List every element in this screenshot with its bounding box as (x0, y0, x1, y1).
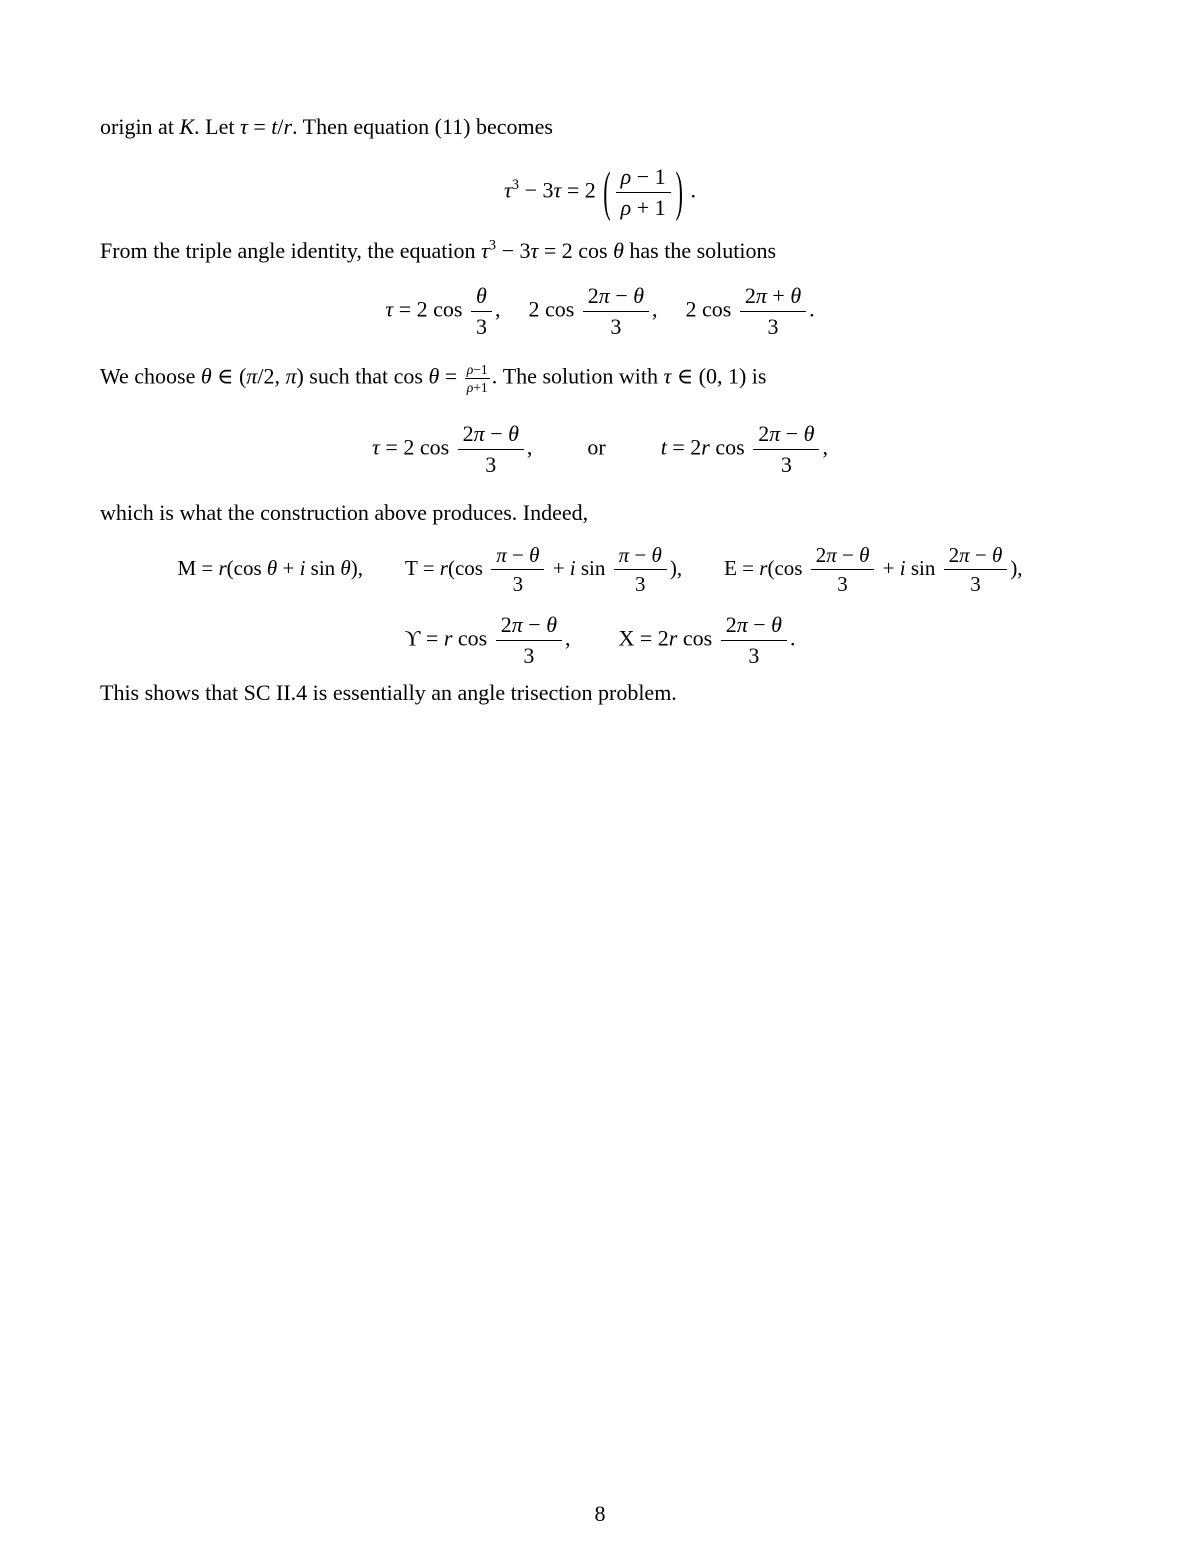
math-variable: t (660, 434, 667, 460)
fraction-denominator (740, 312, 806, 340)
text-token: sin (905, 555, 941, 580)
fraction-numerator (944, 543, 1008, 571)
math-variable: π (246, 363, 258, 389)
math-variable: r (759, 555, 768, 580)
fraction (740, 283, 806, 340)
math-variable: θ (428, 363, 440, 389)
math-variable: τ (239, 114, 248, 139)
fraction-denominator (471, 312, 492, 340)
math-variable: ρ (620, 194, 632, 220)
text-token: − (836, 542, 860, 567)
fraction-numerator (496, 612, 562, 641)
text-token: 3 (610, 313, 622, 339)
superscript: 3 (511, 176, 520, 193)
text-token: /2, (257, 363, 286, 389)
math-variable: τ (553, 177, 562, 203)
text-token: , (494, 296, 501, 322)
math-variable: θ (859, 542, 870, 567)
paragraph-construction-produces (100, 499, 1100, 526)
text-token: − 3 (519, 177, 554, 203)
text-token: 2 (587, 282, 599, 308)
text-token: 2 (815, 542, 827, 567)
text-token: ), (350, 555, 363, 580)
fraction (614, 543, 667, 598)
text-token: 3 (512, 572, 524, 597)
text-token: cos (452, 625, 493, 651)
fraction-numerator (753, 421, 819, 450)
equation-cubic-tau (100, 159, 1100, 223)
math-variable: τ (385, 296, 394, 322)
fraction-denominator (458, 450, 524, 478)
math-variable: τ (530, 237, 539, 263)
text-token: +1 (473, 379, 488, 395)
math-variable: θ (508, 420, 519, 446)
math-variable: θ (651, 542, 662, 567)
text-token: − (506, 542, 530, 567)
paragraph-origin-at-k (100, 113, 1100, 140)
text-token: 2 (948, 542, 960, 567)
math-gap (606, 453, 661, 454)
fraction-denominator (944, 570, 1008, 597)
math-variable: r (439, 555, 448, 580)
text-token: + (766, 282, 791, 308)
text-token: ), (1010, 555, 1023, 580)
text-token: 2 (758, 420, 770, 446)
text-token: This shows that SC II.4 is essentially an angle trisection problem. (100, 680, 677, 706)
paragraph-triple-angle-identity (100, 237, 1100, 264)
math-variable: r (218, 555, 227, 580)
math-variable: θ (340, 555, 351, 580)
text-token: cos (677, 625, 718, 651)
math-variable: r (283, 114, 293, 139)
paragraph-we-choose-theta (100, 362, 1100, 395)
math-variable: π (826, 542, 837, 567)
fraction-numerator (721, 612, 787, 641)
fraction-numerator (616, 164, 671, 193)
fraction-denominator (721, 641, 787, 669)
text-token: sin (575, 555, 611, 580)
equation-chosen-solution (100, 421, 1100, 478)
math-gap (363, 574, 405, 575)
text-token: = 2 (561, 177, 602, 203)
math-gap (571, 645, 619, 646)
text-token: 3 (634, 572, 646, 597)
math-variable: θ (803, 420, 815, 446)
fraction-denominator (616, 193, 671, 221)
text-token: , (822, 434, 828, 460)
math-variable: τ (663, 363, 672, 389)
text-token: ) such that cos (296, 363, 429, 389)
fraction (616, 164, 671, 221)
math-variable: τ (504, 177, 512, 203)
fraction-numerator (740, 283, 806, 312)
fraction (471, 283, 492, 340)
text-token: − (629, 542, 652, 567)
fraction-denominator (491, 570, 544, 597)
text-token: 2 cos (685, 296, 737, 322)
math-gap (532, 453, 587, 454)
math-variable: θ (546, 612, 557, 638)
math-variable: θ (771, 612, 782, 638)
fraction-numerator (583, 283, 649, 312)
equation-upsilon-x (100, 612, 1100, 669)
text-token: + 1 (631, 194, 666, 220)
text-token: ∈ ( (211, 363, 247, 389)
fraction-numerator (614, 543, 667, 571)
text-token: 3 (748, 643, 760, 669)
math-variable: θ (476, 282, 487, 308)
text-token: origin at (100, 114, 180, 139)
text-token: . (809, 296, 815, 322)
text-token: , (565, 625, 571, 651)
math-variable: θ (991, 542, 1003, 567)
text-token: . Then equation (11) becomes (292, 114, 553, 139)
math-variable: i (899, 555, 906, 580)
text-token: −1 (473, 361, 488, 377)
math-variable: r (668, 625, 678, 651)
text-token: ), (669, 555, 683, 580)
fraction-numerator (458, 421, 524, 450)
text-token: 2 cos (528, 296, 580, 322)
text-token: 2 (500, 612, 512, 638)
math-variable: i (569, 555, 576, 580)
text-token: − (747, 612, 772, 638)
text-token: (cos (226, 555, 267, 580)
text-token: 3 (767, 313, 779, 339)
math-variable: θ (200, 363, 212, 389)
text-token: 3 (780, 451, 792, 477)
text-token: 2 (744, 282, 756, 308)
text-token: (cos (447, 555, 489, 580)
math-variable: ρ (620, 164, 632, 189)
text-token: 3 (837, 572, 848, 597)
fraction (811, 543, 875, 598)
text-token: . (684, 177, 696, 203)
math-variable: π (618, 542, 630, 567)
text-token: − (484, 420, 509, 446)
fraction-numerator (811, 543, 875, 571)
text-token: 3 (485, 451, 497, 477)
fraction-denominator (614, 570, 667, 597)
math-variable: θ (613, 237, 624, 263)
text-token: has the solutions (623, 237, 777, 263)
math-variable: r (701, 434, 710, 460)
math-variable: π (755, 282, 767, 308)
text-token: − (609, 282, 634, 308)
text-token: + (547, 555, 570, 580)
text-token: , (526, 434, 533, 460)
math-variable: θ (790, 282, 802, 308)
fraction-denominator (583, 312, 649, 340)
fraction-numerator (491, 543, 544, 571)
math-variable: t (271, 114, 278, 139)
math-gap (500, 315, 528, 316)
math-variable: r (443, 625, 453, 651)
math-variable: π (285, 363, 297, 389)
text-token: cos (709, 434, 751, 460)
text-token: 3 (970, 572, 981, 597)
text-token: − (522, 612, 547, 638)
text-token: 3 (523, 643, 535, 669)
text-token: (cos (767, 555, 808, 580)
text-token: = 2 cos (538, 237, 614, 263)
math-variable: π (769, 420, 781, 446)
math-variable: K (179, 114, 195, 139)
text-token: 3 (475, 313, 487, 339)
equation-points-m-t-e (100, 543, 1100, 598)
math-variable: i (299, 555, 306, 580)
text-token: − (969, 542, 992, 567)
paragraph-conclusion (100, 679, 1100, 706)
fraction-denominator (496, 641, 562, 669)
math-variable: θ (529, 542, 540, 567)
page-number: 8 (594, 1501, 606, 1526)
text-token: . (789, 625, 796, 651)
fraction (721, 612, 787, 669)
text-token: = (439, 363, 463, 389)
math-gap (658, 315, 686, 316)
math-variable: π (473, 420, 485, 446)
text-token: / (277, 114, 284, 139)
text-token: T = (405, 555, 440, 580)
big-paren: ) (675, 159, 683, 223)
fraction-denominator (811, 570, 875, 597)
math-variable: π (736, 612, 748, 638)
math-gap (682, 574, 724, 575)
math-variable: π (959, 542, 970, 567)
text-token: ϒ = (404, 625, 444, 651)
equation-three-solutions (100, 283, 1100, 340)
text-token: = 2 (666, 434, 702, 460)
text-token: − 1 (631, 164, 666, 189)
fraction (491, 543, 544, 598)
math-variable: π (598, 282, 610, 308)
big-paren: ( (603, 159, 611, 223)
text-token: or (587, 434, 606, 460)
text-token: , (652, 296, 658, 322)
text-token: From the triple angle identity, the equation (100, 237, 482, 263)
text-token: which is what the construction above produces. Indeed, (100, 499, 589, 525)
text-token: . The solution with (491, 363, 664, 389)
math-variable: ρ (466, 361, 474, 377)
fraction-denominator (465, 379, 490, 395)
text-token: . Let (194, 114, 240, 139)
fraction-numerator (465, 362, 490, 379)
fraction-denominator (753, 450, 819, 478)
math-variable: τ (372, 434, 380, 460)
text-token: X = 2 (618, 625, 669, 651)
text-token: = (247, 114, 272, 139)
fraction (944, 543, 1008, 598)
text-token: + (877, 555, 900, 580)
text-token: sin (305, 555, 341, 580)
text-token: − (780, 420, 804, 446)
superscript: 3 (488, 237, 497, 254)
fraction (465, 362, 490, 395)
text-token: ∈ (0, 1) is (671, 363, 767, 389)
text-token: 2 (725, 612, 737, 638)
math-variable: π (511, 612, 523, 638)
fraction (753, 421, 819, 478)
text-token: + (277, 555, 300, 580)
text-token: − 3 (496, 237, 531, 263)
math-variable: ρ (466, 379, 474, 395)
math-variable: τ (481, 237, 489, 263)
fraction (496, 612, 562, 669)
math-variable: θ (633, 282, 645, 308)
text-token: 2 (462, 420, 474, 446)
fraction-numerator (471, 283, 492, 312)
text-token: = 2 cos (393, 296, 468, 322)
math-variable: θ (266, 555, 278, 580)
fraction (458, 421, 524, 478)
fraction (583, 283, 649, 340)
text-token: We choose (100, 363, 201, 389)
text-token: E = (724, 555, 760, 580)
text-token: M = (177, 555, 219, 580)
math-variable: π (496, 542, 507, 567)
text-token: = 2 cos (379, 434, 455, 460)
